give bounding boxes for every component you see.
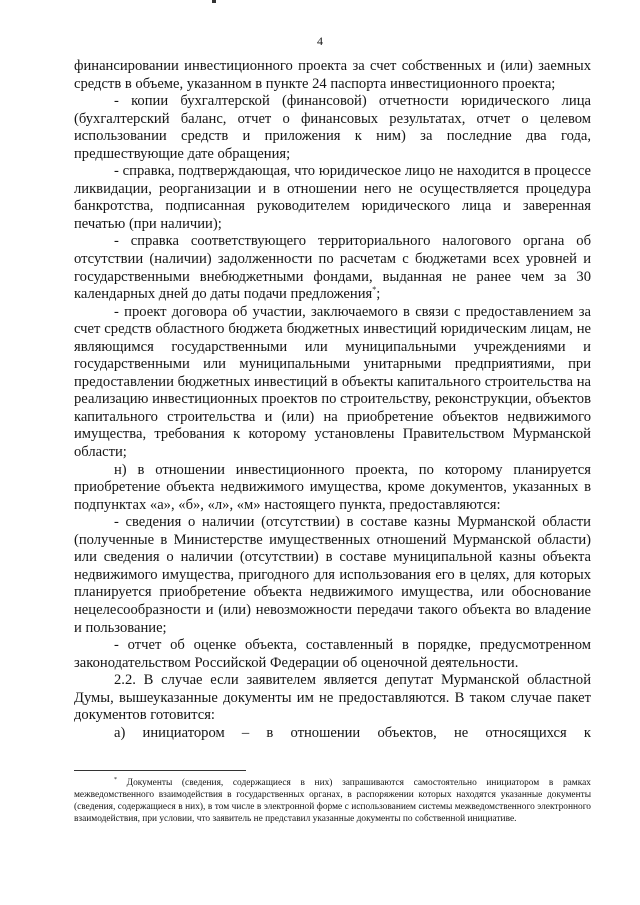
paragraph-treasury-info: - сведения о наличии (отсутствии) в составе казны Мурманской области (полученные в Министерстве имущественных отношений Мурманской области) или сведения о наличии (отсутствии) в составе муниципальной казны объекта недвижимого имущества, пригодного для использования его в целях, для которых планируется приобретение объекта недвижимого имущества, или обоснование нецелесообразности и (или) невозможности передачи такого объекта во владение и пользование; [74,514,591,636]
footnote-reference-mark: * [372,285,377,295]
footnote-divider [74,770,246,771]
paragraph-accounting-reports: - копии бухгалтерской (финансовой) отчетности юридического лица (бухгалтерский баланс, отчет о финансовых результатах, отчет о целевом использовании средств и приложения к ним) за последние два года, предшествующие дате обращения; [74,93,591,162]
document-body [74,58,591,742]
tax-certificate-text: - справка соответствующего территориального налогового органа об отсутствии (наличии) задолженности по расчетам с бюджетами всех уровней и государственными внебюджетными фондами, выданная не ранее чем за 30 календарных дней до даты подачи предложения [74,233,591,303]
footnote [74,778,591,826]
paragraph-participation-agreement: - проект договора об участии, заключаемого в связи с предоставлением за счет средств областного бюджета бюджетных инвестиций юридическим лицам, не являющимся государственными или муниципальными учреждениями и государственными или муниципальными унитарными предприятиями, при предоставлении бюджетных инвестиций в объекты капитального строительства на реализацию инвестиционных проектов по строительству, реконструкции, объектов капитального строительства и (или) на приобретение объектов недвижимого имущества, требования к которому установлены Правительством Мурманской области; [74,303,591,461]
paragraph-item-a: а) инициатором – в отношении объектов, не относящихся к [114,724,591,741]
tax-certificate-punctuation: ; [376,286,381,303]
paragraph-tax-certificate [74,233,591,303]
footnote-text: Документы (сведения, содержащиеся в них) запрашиваются самостоятельно инициатором в рамках межведомственного взаимодействия в государственных органах, в распоряжении которых находятся указанные документы (сведения, содержащиеся в них), в том числе в электронной форме с использованием системы межведомственного электронного взаимодействия, при условии, что заявитель не представил указанные документы по собственной инициативе. [74,778,591,824]
page-number: 4 [317,34,323,48]
scan-artifact [212,0,216,3]
footnote-mark: * [114,776,117,783]
paragraph-item-n: н) в отношении инвестиционного проекта, по которому планируется приобретение объекта недвижимого имущества, кроме документов, указанных в подпунктах «а», «б», «л», «м» настоящего пункта, предоставляются: [74,461,591,513]
paragraph-section-2-2: 2.2. В случае если заявителем является депутат Мурманской областной Думы, вышеуказанные документы им не предоставляются. В таком случае пакет документов готовится: [74,672,591,724]
paragraph-valuation-report: - отчет об оценке объекта, составленный в порядке, предусмотренном законодательством Российской Федерации об оценочной деятельности. [74,637,591,671]
paragraph-continuation: финансировании инвестиционного проекта за счет собственных и (или) заемных средств в объеме, указанном в пункте 24 паспорта инвестиционного проекта; [74,58,591,92]
paragraph-liquidation-certificate: - справка, подтверждающая, что юридическое лицо не находится в процессе ликвидации, реорганизации и в отношении него не осуществляется процедура банкротства, подписанная руководителем юридического лица и заверенная печатью (при наличии); [74,163,591,232]
